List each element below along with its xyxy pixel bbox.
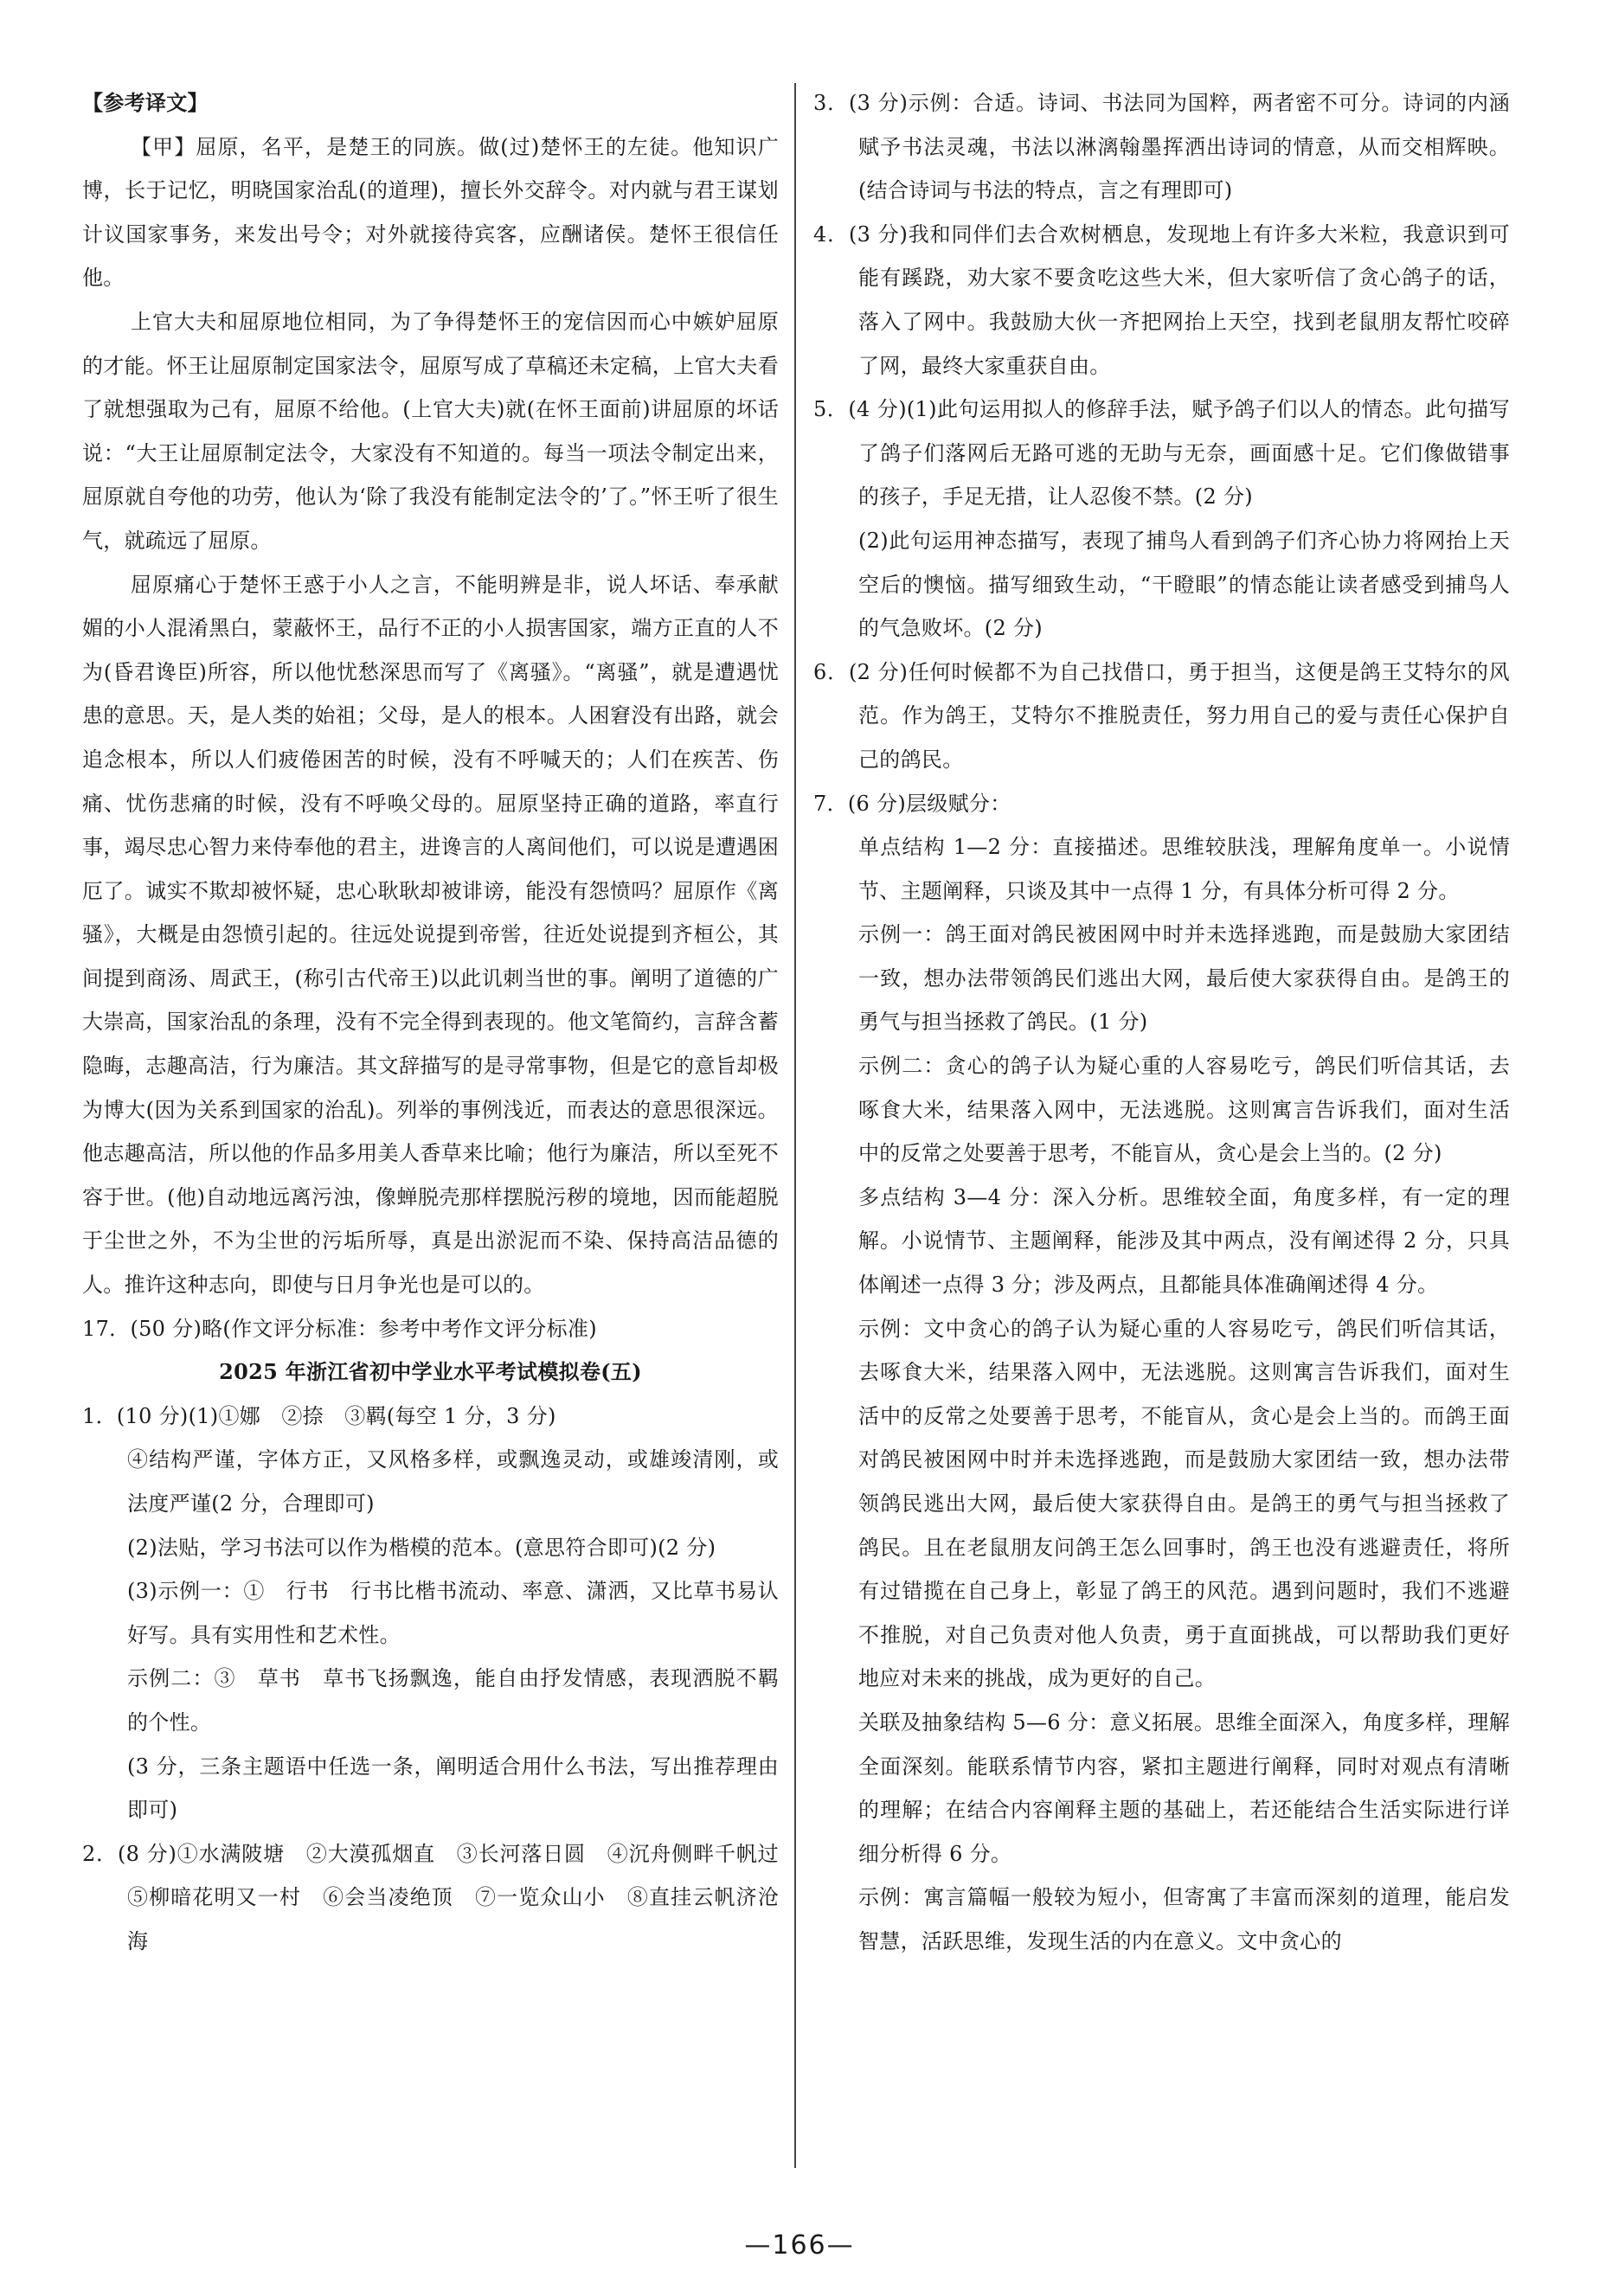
answer-7-example-multi: 示例：文中贪心的鸽子认为疑心重的人容易吃亏，鸽民们听信其话，去啄食大米，结果落入网中，无法逃脱。这则寓言告诉我们，面对生活中的反常之处要善于思考，不能盲从，贪心是会上当的。而鸽王面对鸽民被困网中时并未选择逃跑，而是鼓励大家团结一致，想办法带领鸽民逃出大网，最后使大家获得自由。是鸽王的勇气与担当拯救了鸽民。且在老鼠朋友问鸽王怎么回事时，鸽王也没有逃避责任，将所有过错揽在自己身上，彰显了鸽王的风范。遇到问题时，我们不逃避不推脱，对自己负责对他人负责，勇于直面挑战，可以帮助我们更好地应对未来的挑战，成为更好的自己。 — [858, 1316, 1510, 1691]
right-column — [813, 81, 1510, 1964]
answer-7-example-1: 示例一：鸽王面对鸽民被困网中时并未选择逃跑，而是鼓励大家团结一致，想办法带领鸽民们逃出大网，最后使大家获得自由。是鸽王的勇气与担当拯救了鸽民。(1 分) — [858, 922, 1510, 1035]
answer-1-part-a: 1．(10 分)(1)①娜 ②捺 ③羁(每空 1 分，3 分) — [82, 1403, 556, 1428]
answer-2: 2．(8 分)①水满陂塘 ②大漠孤烟直 ③长河落日圆 ④沉舟侧畔千帆过 ⑤柳暗花明又一村 ⑥会当凌绝顶 ⑦一览众山小 ⑧直挂云帆济沧海 — [82, 1841, 800, 1953]
translation-para-2: 上官大夫和屈原地位相同，为了争得楚怀王的宠信因而心中嫉妒屈原的才能。怀王让屈原制定国家法令，屈原写成了草稿还未定稿，上官大夫看了就想强取为己有，屈原不给他。(上官大夫)就(在怀王面前)讲屈原的坏话说：“大王让屈原制定法令，大家没有不知道的。每当一项法令制定出来，屈原就自夸他的功劳，他认为‘除了我没有能制定法令的’了。”怀王听了很生气，就疏远了屈原。 — [82, 309, 779, 553]
translation-para-3: 屈原痛心于楚怀王惑于小人之言，不能明辨是非，说人坏话、奉承献媚的小人混淆黑白，蒙蔽怀王，品行不正的小人损害国家，端方正直的人不为(昏君谗臣)所容，所以他忧愁深思而写了《离骚》。“离骚”，就是遭遇忧患的意思。天，是人类的始祖；父母，是人的根本。人困窘没有出路，就会追念根本，所以人们疲倦困苦的时候，没有不呼喊天的；人们在疾苦、伤痛、忧伤悲痛的时候，没有不呼唤父母的。屈原坚持正确的道路，率直行事，竭尽忠心智力来侍奉他的君主，进谗言的人离间他们，可以说是遭遇困厄了。诚实不欺却被怀疑，忠心耿耿却被诽谤，能没有怨愤吗？屈原作《离骚》，大概是由怨愤引起的。往远处说提到帝喾，往近处说提到齐桓公，其间提到商汤、周武王，(称引古代帝王)以此讥刺当世的事。阐明了道德的广大崇高，国家治乱的条理，没有不完全得到表现的。他文笔简约，言辞含蓄隐晦，志趣高洁，行为廉洁。其文辞描写的是寻常事物，但是它的意旨却极为博大(因为关系到国家的治乱)。列举的事例浅近，而表达的意思很深远。他志趣高洁，所以他的作品多用美人香草来比喻；他行为廉洁，所以至死不容于世。(他)自动地远离污浊，像蝉脱壳那样摆脱污秽的境地，因而能超脱于尘世之外，不为尘世的污垢所辱，真是出淤泥而不染、保持高洁品德的人。推许这种志向，即使与日月争光也是可以的。 — [82, 572, 779, 1298]
answer-5-part-1: 5．(4 分)(1)此句运用拟人的修辞手法，赋予鸽子们以人的情态。此句描写了鸽子们落网后无路可逃的无助与无奈，画面感十足。它们像做错事的孩子，手足无措，让人忍俊不禁。(2 分) — [813, 397, 1510, 510]
page-number: —166— — [744, 2230, 855, 2261]
answer-7: 7．(6 分)层级赋分： — [813, 791, 1011, 816]
answer-1-part-f: (3 分，三条主题语中任选一条，阐明适合用什么书法，写出推荐理由即可) — [127, 1754, 779, 1823]
answer-4: 4．(3 分)我和同伴们去合欢树栖息，发现地上有许多大米粒，我意识到可能有蹊跷，劝大家不要贪吃这些大米，但大家听信了贪心鸽子的话，落入了网中。我鼓励大伙一齐把网抬上天空，找到老鼠朋友帮忙咬碎了网，最终大家重获自由。 — [813, 221, 1510, 378]
left-column — [82, 81, 800, 1964]
answer-3: 3．(3 分)示例：合适。诗词、书法同为国粹，两者密不可分。诗词的内涵赋予书法灵魂，书法以淋漓翰墨挥洒出诗词的情意，从而交相辉映。(结合诗词与书法的特点，言之有理即可) — [813, 91, 1510, 203]
answer-7-relational: 关联及抽象结构 5—6 分：意义拓展。思维全面深入，角度多样，理解全面深刻。能联系情节内容，紧扣主题进行阐释，同时对观点有清晰的理解；在结合内容阐释主题的基础上，若还能结合生活实际进行详细分析得 6 分。 — [858, 1709, 1510, 1866]
answer-1-part-b: ④结构严谨，字体方正，又风格多样，或飘逸灵动，或雄竣清刚，或法度严谨(2 分，合理即可) — [127, 1447, 779, 1516]
answer-7-example-2: 示例二：贪心的鸽子认为疑心重的人容易吃亏，鸽民们听信其话，去啄食大米，结果落入网中，无法逃脱。这则寓言告诉我们，面对生活中的反常之处要善于思考，不能盲从，贪心是会上当的。(2 分) — [858, 1054, 1510, 1166]
answer-17: 17．(50 分)略(作文评分标准：参考中考作文评分标准) — [82, 1316, 597, 1341]
column-divider — [794, 83, 796, 2168]
answer-7-example-relational: 示例：寓言篇幅一般较为短小，但寄寓了丰富而深刻的道理，能启发智慧，活跃思维，发现生活的内在意义。文中贪心的 — [858, 1885, 1510, 1953]
answer-6: 6．(2 分)任何时候都不为自己找借口，勇于担当，这便是鸽王艾特尔的风范。作为鸽王，艾特尔不推脱责任，努力用自己的爱与责任心保护自己的鸽民。 — [813, 659, 1510, 772]
answer-1-part-d: (3)示例一：① 行书 行书比楷书流动、率意、潇洒，又比草书易认好写。具有实用性和艺术性。 — [127, 1579, 779, 1647]
translation-para-jia: 【甲】屈原，名平，是楚王的同族。做(过)楚怀王的左徒。他知识广博，长于记忆，明晓国家治乱(的道理)，擅长外交辞令。对内就与君王谋划计议国家事务，来发出号令；对外就接待宾客，应酬诸侯。楚怀王很信任他。 — [82, 134, 779, 291]
answer-7-single-point: 单点结构 1—2 分：直接描述。思维较肤浅，理解角度单一。小说情节、主题阐释，只谈及其中一点得 1 分，有具体分析可得 2 分。 — [858, 835, 1510, 903]
answer-7-multi-point: 多点结构 3—4 分：深入分析。思维较全面，角度多样，有一定的理解。小说情节、主题阐释，能涉及其中两点，没有阐述得 2 分，只具体阐述一点得 3 分；涉及两点，且都能具体准确阐述得 4 分。 — [858, 1184, 1510, 1298]
exam-title: 2025 年浙江省初中学业水平考试模拟卷(五) — [219, 1359, 642, 1385]
answer-5-part-2: (2)此句运用神态描写，表现了捕鸟人看到鸽子们齐心协力将网抬上天空后的懊恼。描写细致生动，“干瞪眼”的情态能让读者感受到捕鸟人的气急败坏。(2 分) — [858, 528, 1510, 641]
answer-1-part-e: 示例二：③ 草书 草书飞扬飘逸，能自由抒发情感，表现洒脱不羁的个性。 — [127, 1666, 779, 1735]
answer-1-part-c: (2)法贴，学习书法可以作为楷模的范本。(意思符合即可)(2 分) — [127, 1535, 716, 1560]
section-heading: 【参考译文】 — [82, 90, 209, 115]
